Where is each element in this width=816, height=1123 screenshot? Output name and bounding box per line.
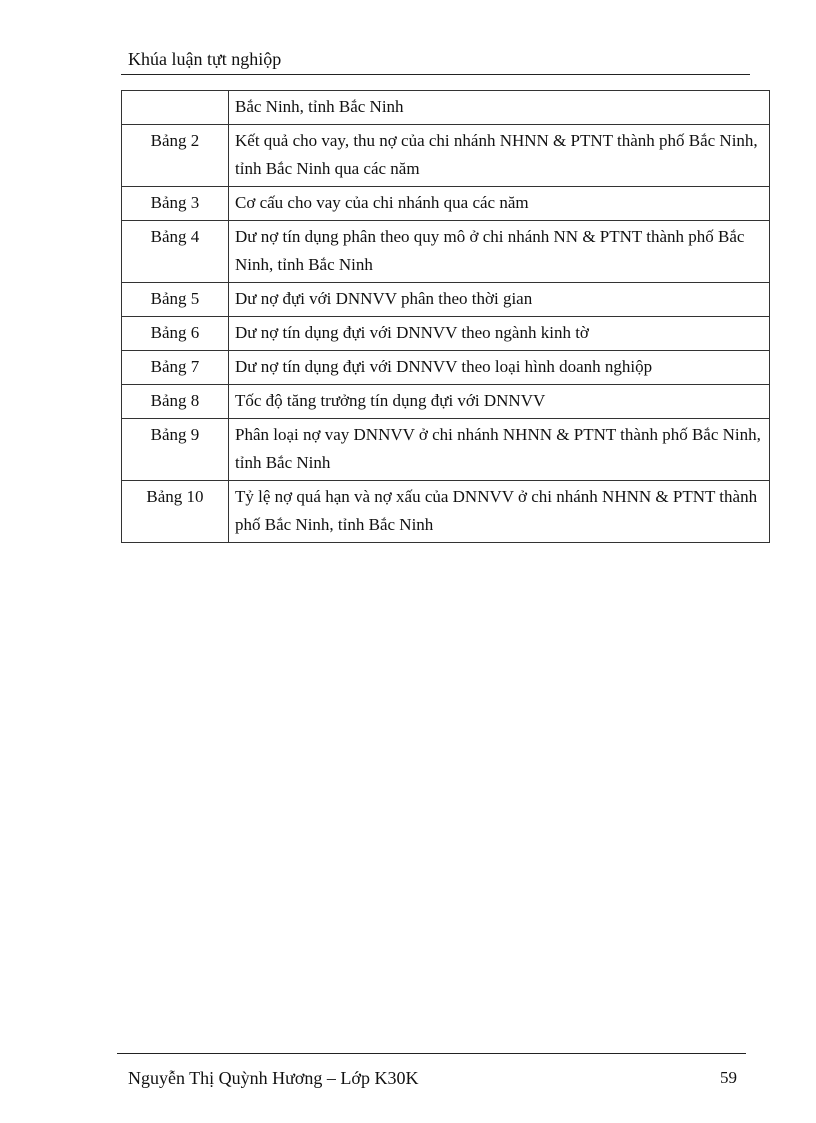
table-list — [121, 90, 770, 543]
table-description: Tốc độ tăng trưởng tín dụng đựi với DNNVV — [229, 385, 770, 419]
table-row — [122, 221, 770, 283]
table-label: Bảng 8 — [122, 385, 229, 419]
footer-divider — [117, 1053, 746, 1054]
table-row — [122, 419, 770, 481]
table-label: Bảng 10 — [122, 481, 229, 543]
table-description: Tỷ lệ nợ quá hạn và nợ xấu của DNNVV ở chi nhánh NHNN & PTNT thành phố Bắc Ninh, tỉnh Bắc Ninh — [229, 481, 770, 543]
header-divider — [121, 74, 750, 75]
footer-author: Nguyễn Thị Quỳnh Hương – Lớp K30K — [128, 1068, 419, 1088]
table-label: Bảng 4 — [122, 221, 229, 283]
page-header-title: Khúa luận tựt nghiộp — [128, 49, 282, 69]
table-label — [122, 91, 229, 125]
table-row — [122, 351, 770, 385]
page-number: 59 — [720, 1068, 737, 1087]
table-row — [122, 481, 770, 543]
table-description: Dư nợ tín dụng phân theo quy mô ở chi nhánh NN & PTNT thành phố Bắc Ninh, tỉnh Bắc Ninh — [229, 221, 770, 283]
table-description: Dư nợ tín dụng đựi với DNNVV theo loại hình doanh nghiộp — [229, 351, 770, 385]
table-description: Bắc Ninh, tỉnh Bắc Ninh — [229, 91, 770, 125]
table-label: Bảng 5 — [122, 283, 229, 317]
table-description: Kết quả cho vay, thu nợ của chi nhánh NHNN & PTNT thành phố Bắc Ninh, tỉnh Bắc Ninh qua các năm — [229, 125, 770, 187]
table-row — [122, 187, 770, 221]
table-row — [122, 125, 770, 187]
table-row — [122, 283, 770, 317]
table-label: Bảng 6 — [122, 317, 229, 351]
table-description: Phân loại nợ vay DNNVV ở chi nhánh NHNN & PTNT thành phố Bắc Ninh, tỉnh Bắc Ninh — [229, 419, 770, 481]
table-label: Bảng 2 — [122, 125, 229, 187]
table-row — [122, 317, 770, 351]
table-label: Bảng 9 — [122, 419, 229, 481]
table-row — [122, 385, 770, 419]
table-description: Cơ cấu cho vay của chi nhánh qua các năm — [229, 187, 770, 221]
table-label: Bảng 3 — [122, 187, 229, 221]
table-description: Dư nợ tín dụng đựi với DNNVV theo ngành kinh tờ — [229, 317, 770, 351]
table-label: Bảng 7 — [122, 351, 229, 385]
table-description: Dư nợ đựi với DNNVV phân theo thời gian — [229, 283, 770, 317]
table-row — [122, 91, 770, 125]
